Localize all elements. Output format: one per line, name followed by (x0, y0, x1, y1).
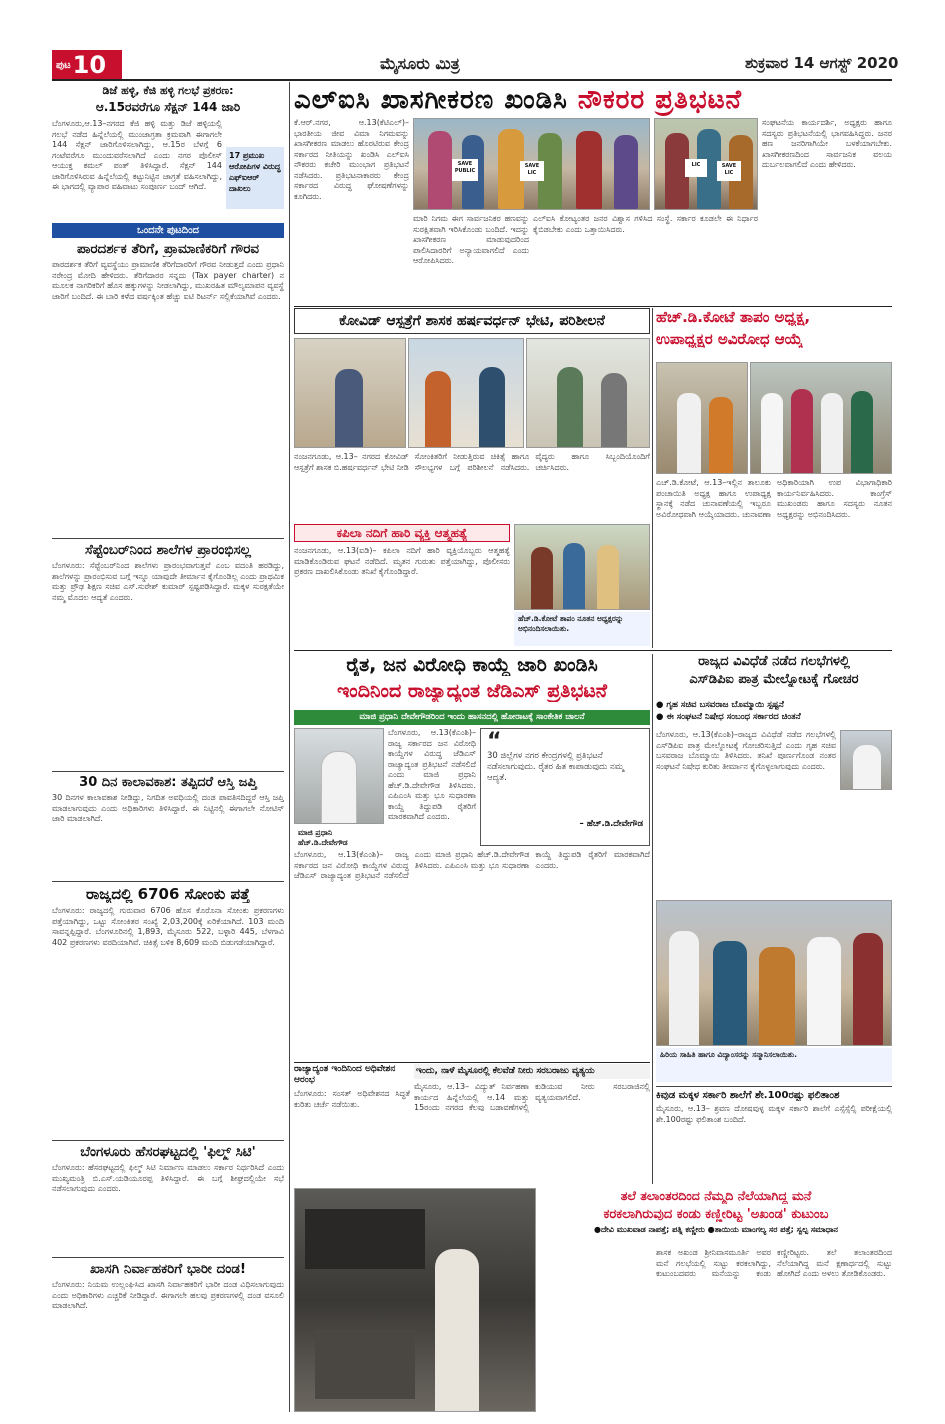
protester-figure (614, 135, 638, 209)
school-story (656, 1086, 892, 1182)
story3-headline: ಸೆಪ್ಟೆಂಬರ್‌ನಿಂದ ಶಾಲೆಗಳ ಪ್ರಾರಂಭಿಸಲ್ಲ (52, 538, 284, 558)
jds-photo (294, 728, 384, 824)
river-photo-caption: ಹೆಚ್.ಡಿ.ಕೋಟೆ ತಾಪಂ ನೂತನ ಅಧ್ಯಕ್ಷರನ್ನು ಅಭಿನಂದಿಸಲಾಯಿತು. (514, 612, 650, 646)
quote-mark-icon: “ (487, 729, 502, 754)
sdpi-bullets (656, 700, 892, 726)
covid-headline: ಕೋವಿಡ್ ಆಸ್ಪತ್ರೆಗೆ ಶಾಸಕ ಹರ್ಷವರ್ಧನ್ ಭೇಟಿ, ಪರಿಶೀಲನೆ (339, 313, 605, 329)
sdpi-headline-2: ಎಸ್‌ಡಿಪಿಐ ಪಾತ್ರ ಮೇಲ್ನೋಟಕ್ಕೆ ಗೋಚರ (689, 672, 859, 687)
hdkote-photo-1 (656, 362, 748, 474)
hdkote-body: ಎಚ್.ಡಿ.ಕೋಟೆ, ಆ.13–ಇಲ್ಲಿನ ತಾಲೂಕು ಪಂಚಾಯಿತಿ ಅಧ್ಯಕ್ಷ ಹಾಗೂ ಉಪಾಧ್ಯಕ್ಷ ಸ್ಥಾನಕ್ಕೆ ನಡೆದ ಚುನಾವಣೆಯಲ್ಲಿ ಇಬ್ಬರೂ ಅವಿರೋಧವಾಗಿ ಆಯ್ಕೆಯಾದರು. ಚುನಾವಣಾ ಅಧಿಕಾರಿಯಾಗಿ ಉಪ ವಿಭಾಗಾಧಿಕಾರಿ ಕಾರ್ಯನಿರ್ವಹಿಸಿದರು. ಕಾಂಗ್ರೆಸ್ ಮುಖಂಡರು ಹಾಗೂ ಸದಸ್ಯರು ನೂತನ ಅಧ್ಯಕ್ಷರನ್ನು ಅಭಿನಂದಿಸಿದರು. (656, 478, 892, 519)
person-figure (791, 389, 813, 474)
water-headline: ಇಂದು, ನಾಳೆ ಮೈಸೂರಲ್ಲಿ ಕೆಲವೆಡೆ ನೀರು ಸರಬರಾಜು ವ್ಯತ್ಯಯ (414, 1064, 650, 1079)
lead-protest-photo-2 (654, 118, 758, 210)
covid-story-header (294, 308, 650, 334)
person-figure (479, 367, 505, 448)
person-figure (321, 751, 357, 824)
lead-headline-part1: ಎಲ್‌ಐಸಿ ಖಾಸಗೀಕರಣ ಖಂಡಿಸಿ (294, 84, 568, 115)
person-figure (761, 393, 783, 474)
person-figure (435, 1249, 479, 1412)
lead-bottom-rule (294, 306, 892, 307)
debris (315, 1329, 415, 1399)
akhanda-body: ಶಾಸಕ ಅಖಂಡ ಶ್ರೀನಿವಾಸಮೂರ್ತಿ ಅವರ ಮನೆ ಗಲಭೆಯಲ್ಲಿ ಸುಟ್ಟು ಕರಕಲಾಗಿದ್ದು, ಕುಟುಂಬದವರು ಮನೆಯನ್ನು ಕಂಡು ಕಣ್ಣೀರಿಟ್ಟರು. ತಲೆ ತಲಾಂತರದಿಂದ ನೆಲೆಯಾಗಿದ್ದ ಮನೆ ಕ್ಷಣಾರ್ಧದಲ್ಲಿ ಸುಟ್ಟು ಹೋಗಿದೆ ಎಂದು ಅಳಲು ತೋಡಿಕೊಂಡರು. (656, 1248, 892, 1278)
water-body: ಮೈಸೂರು, ಆ.13– ವಿದ್ಯುತ್ ನಿರ್ವಹಣಾ ಕಾರ್ಯದ ಹಿನ್ನೆಲೆಯಲ್ಲಿ ಆ.14 ಮತ್ತು 15ರಂದು ನಗರದ ಕೆಲವು ಬಡಾವಣೆಗಳಲ್ಲಿ ಕುಡಿಯುವ ನೀರು ಸರಬರಾಜಿನಲ್ಲಿ ವ್ಯತ್ಯಯವಾಗಲಿದೆ. (414, 1082, 650, 1112)
session-story (294, 1064, 410, 1184)
session-headline: ರಾಜ್ಯಾದ್ಯಂತ ಇಂದಿನಿಂದ ಅಧಿವೇಶನ ಆರಂಭ (294, 1064, 396, 1085)
masthead (0, 42, 945, 78)
bullet-icon: ● (656, 700, 667, 710)
jds-body-continued: ಬೆಂಗಳೂರು, ಆ.13(ಕೆಎಂಶಿ)– ರಾಜ್ಯ ಸರ್ಕಾರದ ಜನ ವಿರೋಧಿ ಕಾಯ್ದೆಗಳ ವಿರುದ್ಧ ಜೆಡಿಎಸ್ ರಾಜ್ಯಾದ್ಯಂತ ಪ್ರತಿಭಟನೆ ನಡೆಸಲಿದೆ ಎಂದು ಮಾಜಿ ಪ್ರಧಾನಿ ಹೆಚ್.ಡಿ.ದೇವೇಗೌಡ ತಿಳಿಸಿದರು. ಎಪಿಎಂಸಿ ಮತ್ತು ಭೂ ಸುಧಾರಣಾ ಕಾಯ್ದೆ ತಿದ್ದುಪಡಿ ರೈತರಿಗೆ ಮಾರಕವಾಗಿದೆ ಎಂದರು. (294, 850, 650, 880)
person-figure (601, 373, 627, 448)
sdpi-headline-1: ರಾಜ್ಯದ ವಿವಿಧೆಡೆ ನಡೆದ ಗಲಭೆಗಳಲ್ಲಿ (698, 654, 850, 669)
sdpi-body: ಬೆಂಗಳೂರು, ಆ.13(ಕೆಎಂಶಿ)–ರಾಜ್ಯದ ವಿವಿಧೆಡೆ ನಡೆದ ಗಲಭೆಗಳಲ್ಲಿ ಎಸ್‌ಡಿಪಿಐ ಪಾತ್ರ ಮೇಲ್ನೋಟಕ್ಕೆ ಗೋಚರಿಸುತ್ತಿದೆ ಎಂದು ಗೃಹ ಸಚಿವ ಬಸವರಾಜ ಬೊಮ್ಮಾಯಿ ತಿಳಿಸಿದರು. ತನಿಖೆ ಪೂರ್ಣಗೊಂಡ ನಂತರ ಸಂಘಟನೆ ನಿಷೇಧ ಕುರಿತು ತೀರ್ಮಾನ ಕೈಗೊಳ್ಳಲಾಗುವುದು ಎಂದರು. (656, 730, 836, 771)
jds-bottom-rule (294, 1062, 650, 1063)
person-figure (807, 937, 841, 1046)
person-figure (335, 369, 363, 448)
sdpi-minister-photo (840, 730, 892, 790)
session-body: ಬೆಂಗಳೂರು: ಸಂಸತ್ ಅಧಿವೇಶನದ ಸಿದ್ಧತೆ ಕುರಿತು ಚರ್ಚೆ ನಡೆಯಿತು. (294, 1089, 410, 1109)
story4-headline: 30 ದಿನ ಕಾಲಾವಕಾಶ: ತಪ್ಪಿದರೆ ಆಸ್ತಿ ಜಪ್ತಿ (52, 771, 284, 790)
page-label: ಪುಟ (56, 59, 71, 71)
debris (305, 1209, 425, 1269)
akhanda-headline-1: ತಲೆ ತಲಾಂತರದಿಂದ ನೆಮ್ಮದಿ ನೆಲೆಯಾಗಿದ್ದ ಮನೆ (620, 1188, 812, 1203)
covid-body: ನಂಜನಗೂಡು, ಆ.13– ನಗರದ ಕೋವಿಡ್ ಆಸ್ಪತ್ರೆಗೆ ಶಾಸಕ ಬಿ.ಹರ್ಷವರ್ಧನ್ ಭೇಟಿ ನೀಡಿ ಸೋಂಕಿತರಿಗೆ ನೀಡುತ್ತಿರುವ ಚಿಕಿತ್ಸೆ ಹಾಗೂ ಸೌಲಭ್ಯಗಳ ಬಗ್ಗೆ ಪರಿಶೀಲನೆ ನಡೆಸಿದರು. ವೈದ್ಯರು ಹಾಗೂ ಸಿಬ್ಬಂದಿಯೊಂದಿಗೆ ಚರ್ಚಿಸಿದರು. (294, 452, 650, 472)
lead-protest-photo (413, 118, 650, 210)
page-number: 10 (72, 51, 107, 79)
lead-body-left: ಕೆ.ಆರ್.ನಗರ, ಆ.13(ಕೆಟಿಎಲ್)–ಭಾರತೀಯ ಜೀವ ವಿಮಾ ನಿಗಮವನ್ನು ಖಾಸಗೀಕರಣ ಮಾಡಲು ಹೊರಟಿರುವ ಕೇಂದ್ರ ಸರ್ಕಾರದ ನೀತಿಯನ್ನು ಖಂಡಿಸಿ ಎಲ್‌ಐಸಿ ನೌಕರರು ಕಚೇರಿ ಮುಂಭಾಗ ಪ್ರತಿಭಟನೆ ನಡೆಸಿದರು. ಪ್ರತಿಭಟನಾಕಾರರು ಕೇಂದ್ರ ಸರ್ಕಾರದ ವಿರುದ್ಧ ಘೋಷಣೆಗಳನ್ನು ಕೂಗಿದರು. (294, 118, 409, 201)
person-figure (563, 543, 585, 610)
jds-quote-author: – ಹೆಚ್.ಡಿ.ದೇವೇಗೌಡ (579, 819, 643, 829)
sdpi-bullet-2-text: ಈ ಸಂಘಟನೆ ನಿಷೇಧ ಸಂಬಂಧ ಸರ್ಕಾರದ ಚಿಂತನೆ (666, 712, 801, 722)
school-headline: ಕಿವುಡ ಮಕ್ಕಳ ಸರ್ಕಾರಿ ಶಾಲೆಗೆ ಶೇ.100ರಷ್ಟು ಫಲಿತಾಂಶ (656, 1090, 840, 1101)
page-number-badge (52, 50, 122, 80)
hdkote-header (656, 308, 892, 358)
hdkote-headline-2: ಉಪಾಧ್ಯಕ್ಷರ ಅವಿರೋಧ ಆಯ್ಕೆ (656, 330, 803, 348)
story1-headline-1: ಡಿಜೆ ಹಳ್ಳಿ, ಕೆಜಿ ಹಳ್ಳಿ ಗಲಭೆ ಪ್ರಕರಣ: (102, 84, 234, 97)
paper-name: ಮೈಸೂರು ಮಿತ್ರ (380, 54, 460, 73)
jds-header (294, 654, 650, 708)
jds-body: ಬೆಂಗಳೂರು, ಆ.13(ಕೆಎಂಶಿ)– ರಾಜ್ಯ ಸರ್ಕಾರದ ಜನ ವಿರೋಧಿ ಕಾಯ್ದೆಗಳ ವಿರುದ್ಧ ಜೆಡಿಎಸ್ ರಾಜ್ಯಾದ್ಯಂತ ಪ್ರತಿಭಟನೆ ನಡೆಸಲಿದೆ ಎಂದು ಮಾಜಿ ಪ್ರಧಾನಿ ಹೆಚ್.ಡಿ.ದೇವೇಗೌಡ ತಿಳಿಸಿದರು. ಎಪಿಎಂಸಿ ಮತ್ತು ಭೂ ಸುಧಾರಣಾ ಕಾಯ್ದೆ ತಿದ್ದುಪಡಿ ರೈತರಿಗೆ ಮಾರಕವಾಗಿದೆ ಎಂದರು. (388, 728, 476, 821)
story7-headline: ಖಾಸಗಿ ನಿರ್ವಾಹಕರಿಗೆ ಭಾರೀ ದಂಡ! (52, 1257, 284, 1277)
jds-photo-caption: ಮಾಜಿ ಪ್ರಧಾನಿ ಹೆಚ್.ಡಿ.ದೇವೇಗೌಡ (298, 828, 348, 846)
person-figure (821, 393, 843, 474)
story3-body: ಬೆಂಗಳೂರು: ಸೆಪ್ಟೆಂಬರ್‌ನಿಂದ ಶಾಲೆಗಳು ಪ್ರಾರಂಭವಾಗುತ್ತವೆ ಎಂಬ ವದಂತಿ ಹರಡಿದ್ದು, ಶಾಲೆಗಳನ್ನು ಪ್ರಾರಂಭಿಸುವ ಬಗ್ಗೆ ಇನ್ನೂ ಯಾವುದೇ ತೀರ್ಮಾನ ಕೈಗೊಂಡಿಲ್ಲ ಎಂದು ಪ್ರಾಥಮಿಕ ಮತ್ತು ಪ್ರೌಢ ಶಿಕ್ಷಣ ಸಚಿವ ಎಸ್.ಸುರೇಶ್ ಕುಮಾರ್ ಸ್ಪಷ್ಟಪಡಿಸಿದ್ದಾರೆ. ಮಕ್ಕಳ ಸುರಕ್ಷತೆಯೇ ನಮ್ಮ ಮೊದಲ ಆದ್ಯತೆ ಎಂದರು. (52, 561, 284, 602)
story5-body: ಬೆಂಗಳೂರು: ರಾಜ್ಯದಲ್ಲಿ ಗುರುವಾರ 6706 ಹೊಸ ಕೊರೊನಾ ಸೋಂಕು ಪ್ರಕರಣಗಳು ಪತ್ತೆಯಾಗಿದ್ದು, ಒಟ್ಟು ಸೋಂಕಿತರ ಸಂಖ್ಯೆ 2,03,200ಕ್ಕೆ ಏರಿಕೆಯಾಗಿದೆ. 103 ಮಂದಿ ಸಾವನ್ನಪ್ಪಿದ್ದಾರೆ. ಬೆಂಗಳೂರಿನಲ್ಲಿ 1,893, ಮೈಸೂರು 522, ಬಳ್ಳಾರಿ 445, ಬೆಳಗಾವಿ 402 ಪ್ರಕರಣಗಳು ವರದಿಯಾಗಿವೆ. ಚಿಕಿತ್ಸೆ ಬಳಿಕ 8,609 ಮಂದಿ ಬಿಡುಗಡೆಯಾಗಿದ್ದಾರೆ. (52, 906, 284, 947)
story1-headline-2: ಆ.15ರವರೆಗೂ ಸೆಕ್ಷನ್ 144 ಜಾರಿ (95, 100, 241, 114)
person-figure (531, 547, 553, 610)
felicitation-caption: ಹಿರಿಯ ಸಾಹಿತಿ ಹಾಗೂ ವಿದ್ಯಾಂಸರನ್ನು ಸನ್ಮಾನಿಸಲಾಯಿತು. (656, 1048, 892, 1082)
placard: LIC (685, 159, 707, 177)
story6-headline: ಬೆಂಗಳೂರು ಹೆಸರಘಟ್ಟದಲ್ಲಿ 'ಫಿಲ್ಮ್ ಸಿಟಿ' (52, 1140, 284, 1160)
river-body: ನಂಜನಗೂಡು, ಆ.13(ಐಡಿ)– ಕಪಿಲಾ ನದಿಗೆ ಹಾರಿ ವ್ಯಕ್ತಿಯೊಬ್ಬರು ಆತ್ಮಹತ್ಯೆ ಮಾಡಿಕೊಂಡಿರುವ ಘಟನೆ ನಡೆದಿದೆ. ಮೃತನ ಗುರುತು ಪತ್ತೆಯಾಗಿದ್ದು, ಪೊಲೀಸರು ಪ್ರಕರಣ ದಾಖಲಿಸಿಕೊಂಡು ತನಿಖೆ ಕೈಗೊಂಡಿದ್ದಾರೆ. (294, 546, 510, 576)
story2-body: ಪಾರದರ್ಶಕ ತೆರಿಗೆ ವ್ಯವಸ್ಥೆಯು ಪ್ರಾಮಾಣಿಕ ತೆರಿಗೆದಾರರಿಗೆ ಗೌರವ ನೀಡುತ್ತದೆ ಎಂದು ಪ್ರಧಾನಿ ನರೇಂದ್ರ ಮೋದಿ ಹೇಳಿದರು. ತೆರಿಗೆದಾರರ ಸನ್ನದು (Tax payer charter) ನ ಮೂಲಕ ನಾಗರಿಕರಿಗೆ ಹೊಸ ಹಕ್ಕುಗಳನ್ನು ನೀಡಲಾಗಿದ್ದು, ಮುಖರಹಿತ ಮೌಲ್ಯಮಾಪನ ವ್ಯವಸ್ಥೆ ಜಾರಿಗೆ ಬಂದಿದೆ. ಈ ಬಾರಿ ಕಳೆದ ವರ್ಷಕ್ಕಿಂತ ಹೆಚ್ಚು ಐಟಿ ರಿಟರ್ನ್ ಸಲ್ಲಿಕೆಯಾಗಿವೆ ಎಂದರು. (52, 260, 284, 301)
person-figure (709, 397, 733, 474)
protester-figure (576, 131, 602, 209)
jds-kicker-text: ಮಾಜಿ ಪ್ರಧಾನಿ ದೇವೇಗೌಡರಿಂದ ಇಂದು ಹಾಸನದಲ್ಲಿ ಹೋರಾಟಕ್ಕೆ ಸಾಂಕೇತಿಕ ಚಾಲನೆ (359, 712, 585, 722)
story2-headline: ಪಾರದರ್ಶಕ ತೆರಿಗೆ, ಪ್ರಾಮಾಣಿಕರಿಗೆ ಗೌರವ (77, 241, 259, 257)
issue-date: ಶುಕ್ರವಾರ 14 ಆಗಸ್ಟ್ 2020 (745, 54, 899, 72)
masthead-rule (52, 79, 892, 81)
person-figure (425, 371, 451, 448)
kicker-page-one: ಒಂದನೇ ಪುಟದಿಂದ (52, 223, 284, 238)
story6-body: ಬೆಂಗಳೂರು: ಹೆಸರಘಟ್ಟದಲ್ಲಿ ಫಿಲ್ಮ್ ಸಿಟಿ ನಿರ್ಮಾಣ ಮಾಡಲು ಸರ್ಕಾರ ನಿರ್ಧರಿಸಿದೆ ಎಂದು ಮುಖ್ಯಮಂತ್ರಿ ಬಿ.ಎಸ್.ಯಡಿಯೂರಪ್ಪ ತಿಳಿಸಿದ್ದಾರೆ. ಈ ಬಗ್ಗೆ ಶೀಘ್ರದಲ್ಲಿಯೇ ಸಭೆ ನಡೆಸಲಾಗುವುದು ಎಂದರು. (52, 1163, 284, 1193)
lead-right-column: ಸಂಘಟನೆಯ ಕಾರ್ಯದರ್ಶಿ, ಅಧ್ಯಕ್ಷರು ಹಾಗೂ ಸದಸ್ಯರು ಪ್ರತಿಭಟನೆಯಲ್ಲಿ ಭಾಗವಹಿಸಿದ್ದರು. ಜನರ ಹಣ ಜನರಿಗಾಗಿಯೇ ಬಳಕೆಯಾಗಬೇಕು. ಖಾಸಗೀಕರಣದಿಂದ ಸಾರ್ವಜನಿಕ ವಲಯ ದುರ್ಬಲವಾಗಲಿದೆ ಎಂದು ಹೇಳಿದರು. (762, 118, 892, 169)
lead-headline-part2: ನೌಕರರ ಪ್ರತಿಭಟನೆ (577, 84, 743, 115)
mid-section-rule (294, 650, 892, 651)
person-figure (853, 745, 881, 790)
placard: SAVE LIC (717, 161, 741, 181)
story1-body: ಬೆಂಗಳೂರು,ಆ.13–ನಗರದ ಕೆಜಿ ಹಳ್ಳಿ ಮತ್ತು ಡಿಜೆ ಹಳ್ಳಿಯಲ್ಲಿ ಗಲಭೆ ನಡೆದ ಹಿನ್ನೆಲೆಯಲ್ಲಿ ಮುಂಜಾಗ್ರತಾ ಕ್ರಮವಾಗಿ ಈಗಾಗಲೇ 144 ಸೆಕ್ಷನ್ ಜಾರಿಗೊಳಿಸಲಾಗಿದ್ದು, ಆ.15ರ ಬೆಳಗ್ಗೆ 6 ಗಂಟೆವರೆಗೂ ಮುಂದುವರೆಸಲಾಗಿದೆ ಎಂದು ನಗರ ಪೊಲೀಸ್ ಆಯುಕ್ತ ಕಮಲ್ ಪಂತ್ ತಿಳಿಸಿದ್ದಾರೆ. ಸೆಕ್ಷನ್ 144 ಜಾರಿಗೊಳಿಸಿರುವ ಹಿನ್ನೆಲೆಯಲ್ಲಿ ಕಟ್ಟುನಿಟ್ಟಿನ ಜಾಗ್ರತೆ ವಹಿಸಲಾಗಿದ್ದು, ಈ ಭಾಗದಲ್ಲಿ ವ್ಯಾಪಾರ ವಹಿವಾಟು ಸಂಪೂರ್ಣ ಬಂದ್ ಆಗಿದೆ. (52, 119, 222, 191)
lower-right-divider (652, 654, 653, 1184)
person-figure (557, 367, 583, 448)
sdpi-bullet-1 (656, 700, 892, 710)
jds-headline-1: ರೈತ, ಜನ ವಿರೋಧಿ ಕಾಯ್ದೆ ಜಾರಿ ಖಂಡಿಸಿ (346, 654, 598, 676)
lead-body-right: ಎಲ್‌ಐಸಿ ಕೋಟ್ಯಂತರ ಜನರ ವಿಶ್ವಾಸ ಗಳಿಸಿದ ಸಂಸ್ಥೆ. ಸರ್ಕಾರ ಕೂಡಲೇ ಈ ನಿರ್ಧಾರ ಕೈಬಿಡಬೇಕು ಎಂದು ಒತ್ತಾಯಿಸಿದರು. (533, 214, 758, 234)
akhanda-bullets: ●ದೇವಿ ಮುಖವಾಡ ನಾಪತ್ತೆ; ಪತ್ನಿ ಕಣ್ಣೀರು ●ತಾಯಿಯ ಮಾಂಗಲ್ಯ ಸರ ಪತ್ತೆ; ಸ್ವಲ್ಪ ಸಮಾಧಾನ (593, 1225, 839, 1234)
akhanda-header (540, 1188, 892, 1244)
left-column-divider (289, 82, 290, 1412)
placard: SAVE PUBLIC (452, 159, 478, 181)
jds-quote-box (480, 728, 650, 846)
lead-body-middle: ಮಾರಿ ನಿಗಮ ಈಗ ಸಾರ್ವಜನಿಕರ ಹಣವನ್ನು ಸುರಕ್ಷಿತವಾಗಿ ಇರಿಸಿಕೊಂಡು ಬಂದಿದೆ. ಇದನ್ನು ಖಾಸಗೀಕರಣ ಮಾಡುವುದರಿಂದ ಪಾಲಿಸಿದಾರರಿಗೆ ಅನ್ಯಾಯವಾಗಲಿದೆ ಎಂದು ಆರೋಪಿಸಿದರು. (413, 214, 529, 265)
sdpi-bullet-2 (656, 712, 892, 722)
hdkote-photo-2 (750, 362, 892, 474)
covid-photo-3 (526, 338, 650, 448)
story5-headline: ರಾಜ್ಯದಲ್ಲಿ 6706 ಸೋಂಕು ಪತ್ತೆ (52, 881, 284, 903)
sdpi-bullet-1-text: ಗೃಹ ಸಚಿವ ಬಸವರಾಜ ಬೊಮ್ಮಾಯಿ ಸ್ಪಷ್ಟನೆ (666, 700, 784, 710)
placard: SAVE LIC (520, 161, 544, 181)
person-figure (597, 545, 619, 610)
school-body: ಮೈಸೂರು, ಆ.13– ಶ್ರವಣ ದೋಷವುಳ್ಳ ಮಕ್ಕಳ ಸರ್ಕಾರಿ ಶಾಲೆಗೆ ಎಸ್ಸೆಸ್ಸೆಲ್ಸಿ ಪರೀಕ್ಷೆಯಲ್ಲಿ ಶೇ.100ರಷ್ಟು ಫಲಿತಾಂಶ ಬಂದಿದೆ. (656, 1104, 892, 1124)
person-figure (669, 931, 699, 1046)
story4-body: 30 ದಿನಗಳ ಕಾಲಾವಕಾಶ ನೀಡಿದ್ದು, ನಿಗದಿತ ಅವಧಿಯಲ್ಲಿ ದಂಡ ಪಾವತಿಸದಿದ್ದರೆ ಆಸ್ತಿ ಜಪ್ತಿ ಮಾಡಲಾಗುವುದು ಎಂದು ಅಧಿಕಾರಿಗಳು ತಿಳಿಸಿದ್ದಾರೆ. ಈ ನಿಟ್ಟಿನಲ್ಲಿ ಈಗಾಗಲೇ ನೋಟಿಸ್ ಜಾರಿ ಮಾಡಲಾಗಿದೆ. (52, 793, 284, 823)
river-story-header (294, 524, 510, 542)
mid-right-divider (652, 308, 653, 648)
left-column (52, 82, 284, 1412)
person-figure (851, 391, 873, 474)
felicitation-photo (656, 900, 892, 1046)
covid-photo-2 (408, 338, 524, 448)
jds-quote-text: 30 ಜಿಲ್ಲೆಗಳ ನಗರ ಕೇಂದ್ರಗಳಲ್ಲಿ ಪ್ರತಿಭಟನೆ ನಡೆಸಲಾಗುವುದು. ರೈತರ ಹಿತ ಕಾಪಾಡುವುದು ನಮ್ಮ ಆದ್ಯತೆ. (487, 751, 624, 783)
akhanda-headline-2: ಕರಕಲಾಗಿರುವುದ ಕಂಡು ಕಣ್ಣೀರಿಟ್ಟ 'ಅಖಂಡ' ಕುಟುಂಬ (603, 1207, 829, 1222)
bullet-icon: ● (656, 712, 667, 722)
water-story (414, 1064, 650, 1184)
river-headline: ಕಪಿಲಾ ನದಿಗೆ ಹಾರಿ ವ್ಯಕ್ತಿ ಆತ್ಮಹತ್ಯೆ (336, 526, 468, 540)
story1-box: 17 ಪ್ರಮುಖ ಆರೋಪಿಗಳ ವಿರುದ್ಧ ಎಫ್‍ಐಆರ್ ದಾಖಲು (226, 147, 284, 209)
person-figure (853, 933, 883, 1046)
jds-kicker (294, 710, 650, 725)
protester-figure (428, 131, 452, 209)
person-figure (759, 947, 795, 1046)
burned-house-photo (294, 1188, 536, 1412)
covid-photo-1 (294, 338, 406, 448)
story7-body: ಬೆಂಗಳೂರು: ನಿಯಮ ಉಲ್ಲಂಘಿಸಿದ ಖಾಸಗಿ ನಿರ್ವಾಹಕರಿಗೆ ಭಾರೀ ದಂಡ ವಿಧಿಸಲಾಗುವುದು ಎಂದು ಅಧಿಕಾರಿಗಳು ಎಚ್ಚರಿಕೆ ನೀಡಿದ್ದಾರೆ. ಈಗಾಗಲೇ ಹಲವು ಪ್ರಕರಣಗಳಲ್ಲಿ ದಂಡ ವಸೂಲಿ ಮಾಡಲಾಗಿದೆ. (52, 1280, 284, 1310)
jds-headline-2: ಇಂದಿನಿಂದ ರಾಜ್ಯಾದ್ಯಂತ ಜೆಡಿಎಸ್ ಪ್ರತಿಭಟನೆ (336, 680, 608, 702)
sdpi-header (656, 654, 892, 698)
hdkote-headline-1: ಹೆಚ್.ಡಿ.ಕೋಟೆ ತಾಪಂ ಅಧ್ಯಕ್ಷ, (656, 308, 811, 326)
river-photo (514, 524, 650, 610)
person-figure (677, 393, 701, 474)
person-figure (713, 941, 747, 1046)
